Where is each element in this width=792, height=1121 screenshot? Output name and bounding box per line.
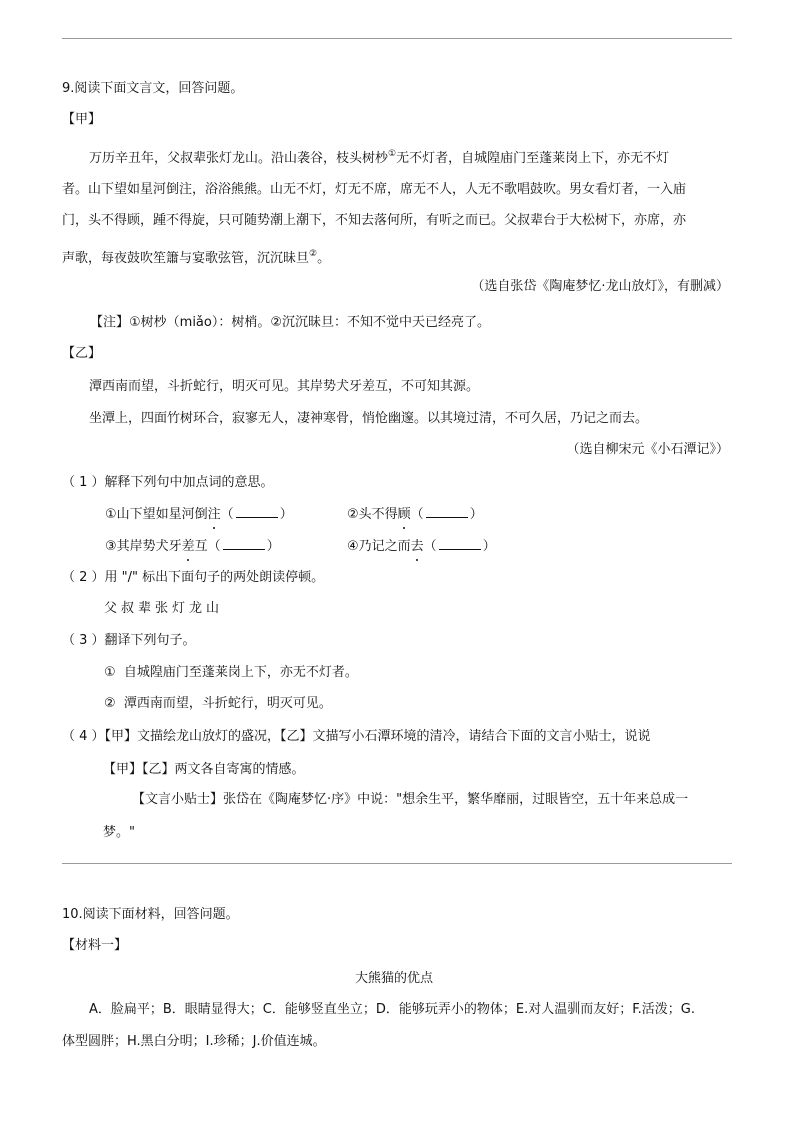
- material-1-line-2: 体型圆胖；H.黑白分明；I.珍稀；J.价值连城。: [62, 1034, 326, 1049]
- material-1-line-1: A．脸扁平；B．眼睛显得大；C．能够竖直坐立；D．能够玩弄小的物体；E.对人温驯而友好；F.活泼；G.: [89, 1002, 695, 1017]
- pause-sentence: 父叔辈张灯龙山: [104, 601, 224, 616]
- sub1-item-1: ①山下望如星河倒注（ ）: [105, 505, 293, 525]
- translate-sentence-1: ① 自城隍庙门至蓬莱岗上下，亦无不灯者。: [104, 665, 358, 680]
- jia-paragraph-line-3: 门，头不得顾，踵不得旋，只可随势潮上潮下，不知去落何所，有听之而已。父叔辈台于大松树下，亦席，亦: [62, 213, 687, 228]
- footnote-mark-1: ①: [388, 149, 397, 159]
- sub-question-4-line-2: 【甲】【乙】两文各自寄寓的情感。: [103, 762, 305, 777]
- yi-paragraph-line-2: 坐潭上，四面竹树环合，寂寥无人，凄神寒骨，悄怆幽邃。以其境过清，不可久居，乃记之而去。: [89, 411, 649, 426]
- sub-question-1-prompt: （ 1 ）解释下列句中加点词的意思。: [62, 475, 274, 490]
- answer-blank[interactable]: [426, 505, 468, 518]
- yi-paragraph-line-1: 潭西南而望，斗折蛇行，明灭可见。其岸势犬牙差互，不可知其源。: [89, 379, 480, 394]
- q9-heading: 9.阅读下面文言文，回答问题。: [62, 81, 244, 96]
- jia-paragraph-line-2: 者。山下望如星河倒注，浴浴熊熊。山无不灯，灯无不席，席无不人，人无不歌唱鼓吹。男女看灯者，一入庙: [62, 182, 687, 197]
- sub-question-2-prompt: （ 2 ）用 "/" 标出下面句子的两处朗读停顿。: [62, 570, 325, 585]
- annotation-note: 【注】①树杪（miǎo）：树梢。②沉沉昧旦：不知不觉中天已经亮了。: [90, 315, 491, 330]
- classical-tip-line-2: 梦。": [103, 825, 135, 840]
- middle-divider: [62, 863, 732, 864]
- sub1-item-2: ②头不得顾（ ）: [347, 505, 483, 525]
- sub-question-4-line-1: （ 4 ）【甲】文描绘龙山放灯的盛况，【乙】文描写小石潭环境的清冷，请结合下面的文言小贴士，说说: [62, 729, 651, 744]
- material-1-label: 【材料一】: [62, 938, 128, 953]
- yi-label: 【乙】: [62, 346, 102, 361]
- q10-heading: 10.阅读下面材料，回答问题。: [62, 907, 239, 922]
- top-divider: [62, 38, 732, 39]
- answer-blank[interactable]: [439, 537, 481, 550]
- jia-label: 【甲】: [62, 112, 102, 127]
- material-1-title: 大熊猫的优点: [355, 971, 434, 986]
- sub-question-3-prompt: （ 3 ）翻译下列句子。: [62, 633, 196, 648]
- jia-paragraph-line-1: 万历辛丑年，父叔辈张灯龙山。沿山袭谷，枝头树杪①无不灯者，自城隍庙门至蓬莱岗上下，亦无不灯: [89, 149, 670, 166]
- sub1-item-3: ③其岸势犬牙差互（ ）: [105, 537, 280, 557]
- classical-tip-line-1: 【文言小贴士】张岱在《陶庵梦忆·序》中说："想余生平，繁华靡丽，过眼皆空，五十年来总成一: [132, 792, 689, 807]
- footnote-mark-2: ②: [309, 249, 318, 259]
- jia-paragraph-line-4: 声歌，每夜鼓吹笙簫与宴歌弦管，沉沉昧旦②。: [62, 249, 331, 266]
- translate-sentence-2: ② 潭西南而望，斗折蛇行，明灭可见。: [104, 696, 332, 711]
- yi-source: （选自柳宋元《小石潭记》）: [566, 442, 729, 457]
- sub1-item-4: ④乃记之而去（ ）: [347, 537, 496, 557]
- answer-blank[interactable]: [223, 537, 265, 550]
- jia-source: （选自张岱《陶庵梦忆·龙山放灯》，有删减）: [471, 279, 729, 294]
- answer-blank[interactable]: [236, 505, 278, 518]
